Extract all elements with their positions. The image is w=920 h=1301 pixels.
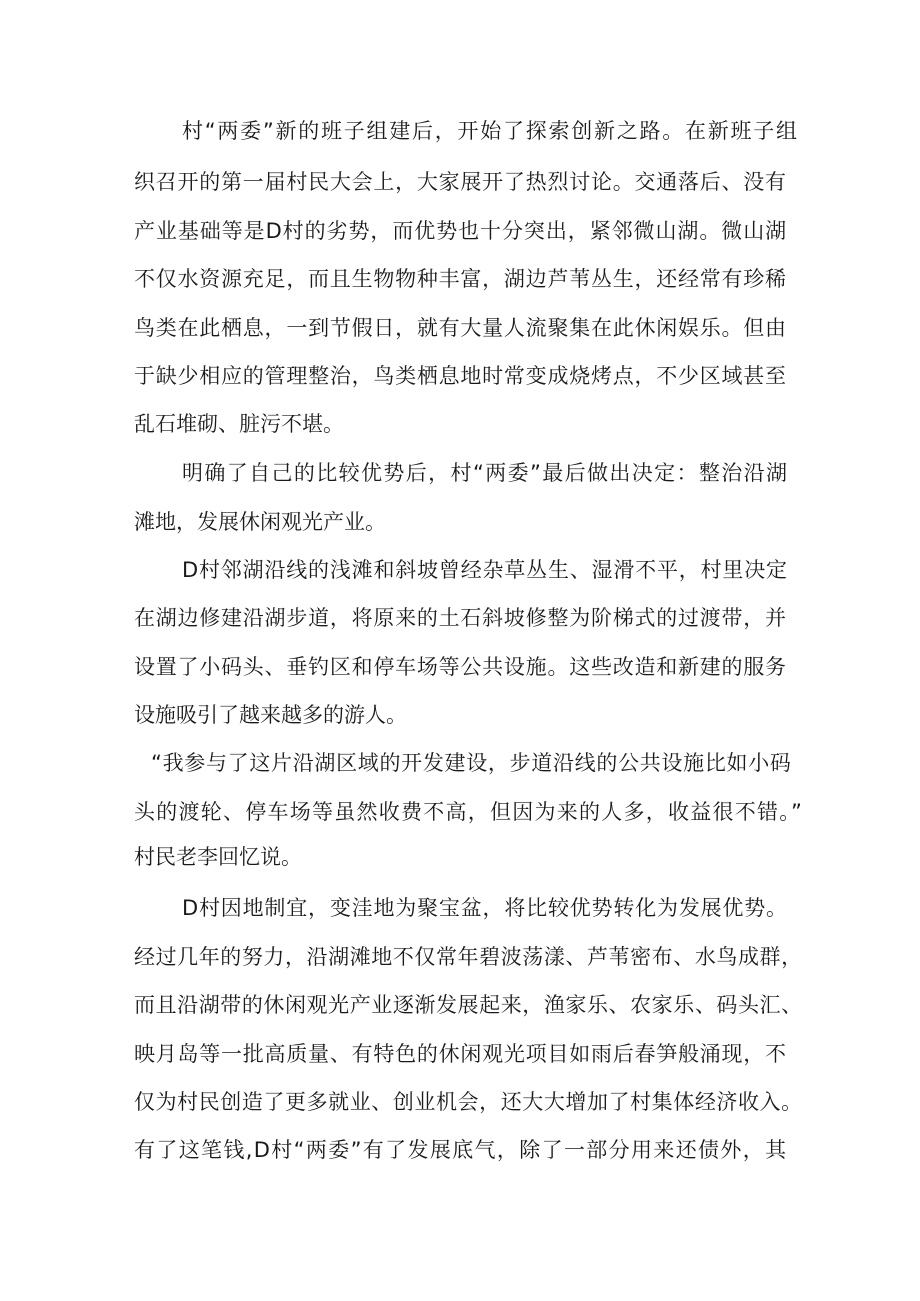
paragraph-line: 有了这笔钱,D村“两委”有了发展底气，除了一部分用来还债外，其 [134,1138,788,1162]
paragraph-line: 于缺少相应的管理整治，鸟类栖息地时常变成烧烤点，不少区域甚至 [134,364,787,388]
paragraph-line: 明确了自己的比较优势后，村“两委”最后做出决定：整治沿湖 [182,461,789,485]
paragraph-line: 织召开的第一届村民大会上，大家展开了热烈讨论。交通落后、没有 [134,170,787,194]
paragraph-line: 设施吸引了越来越多的游人。 [134,703,407,727]
paragraph-line: 经过几年的努力，沿湖滩地不仅常年碧波荡漾、芦苇密布、水鸟成群， [134,945,803,969]
paragraph-line: D村因地制宜，变洼地为聚宝盆，将比较优势转化为发展优势。 [182,896,788,920]
paragraph-line: 设置了小码头、垂钓区和停车场等公共设施。这些改造和新建的服务 [134,655,787,679]
paragraph-line: “我参与了这片沿湖区域的开发建设，步道沿线的公共设施比如小码 [151,751,792,775]
paragraph-line: 滩地，发展休闲观光产业。 [134,510,386,534]
paragraph-line: 不仅水资源充足，而且生物物种丰富，湖边芦苇丛生，还经常有珍稀 [134,267,787,291]
paragraph-line: 映月岛等一批高质量、有特色的休闲观光项目如雨后春笋般涌现，不 [134,1042,787,1066]
paragraph-line: 乱石堆砌、脏污不堪。 [134,412,344,436]
paragraph-line: D村邻湖沿线的浅滩和斜坡曾经杂草丛生、湿滑不平，村里决定 [182,558,788,582]
paragraph-line: 产业基础等是D村的劣势，而优势也十分突出，紧邻微山湖。微山湖 [134,219,788,243]
paragraph-line: 而且沿湖带的休闲观光产业逐渐发展起来，渔家乐、农家乐、码头汇、 [134,993,803,1017]
paragraph-line: 头的渡轮、停车场等虽然收费不高，但因为来的人多，收益很不错。” [134,800,804,824]
paragraph-line: 仅为村民创造了更多就业、创业机会，还大大增加了村集体经济收入。 [134,1090,803,1114]
paragraph-line: 在湖边修建沿湖步道，将原来的土石斜坡修整为阶梯式的过渡带，并 [134,606,787,630]
paragraph-line: 村“两委”新的班子组建后，开始了探索创新之路。在新班子组 [182,119,799,143]
paragraph-line: 鸟类在此栖息，一到节假日，就有大量人流聚集在此休闲娱乐。但由 [134,316,787,340]
paragraph-line: 村民老李回忆说。 [134,845,302,869]
